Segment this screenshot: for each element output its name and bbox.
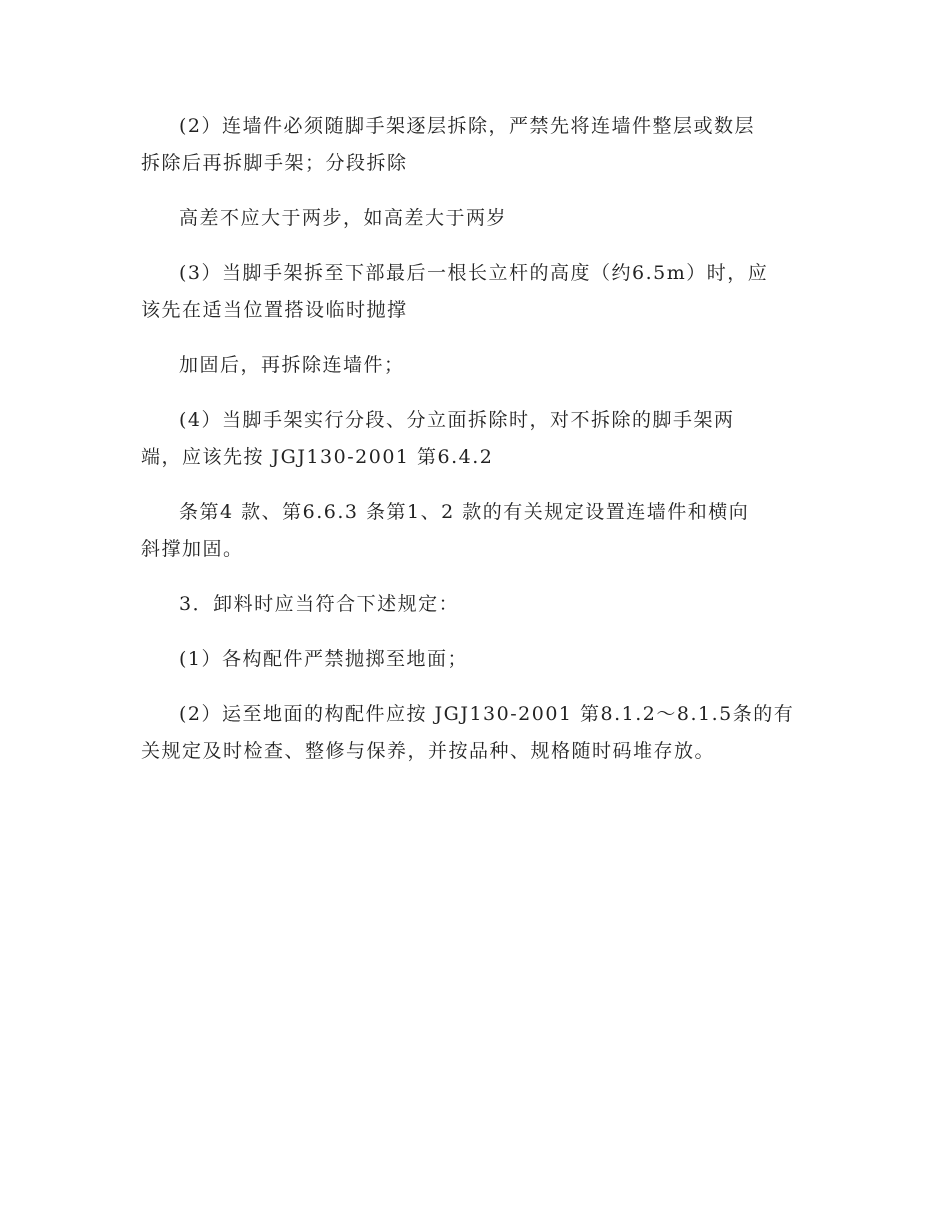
paragraph — [141, 347, 811, 384]
paragraph-line: 端，应该先按 JGJ130-2001 第6.4.2 — [141, 446, 494, 468]
paragraph-line: 关规定及时检查、整修与保养，并按品种、规格随时码堆存放。 — [141, 740, 716, 762]
paragraph-line: 条第4 款、第6.6.3 条第1、2 款的有关规定设置连墙件和横向 — [179, 501, 750, 523]
paragraph-line: (4）当脚手架实行分段、分立面拆除时，对不拆除的脚手架两 — [179, 409, 735, 431]
paragraph-line: 拆除后再拆脚手架；分段拆除 — [141, 152, 408, 174]
paragraph-line: 3．卸料时应当符合下述规定： — [179, 593, 460, 615]
paragraph-line: (2）连墙件必须随脚手架逐层拆除，严禁先将连墙件整层或数层 — [179, 115, 756, 137]
paragraph — [141, 586, 811, 623]
paragraph — [141, 641, 811, 678]
paragraph-line: (3）当脚手架拆至下部最后一根长立杆的高度（约6.5m）时，应 — [179, 262, 769, 284]
paragraph-line: 该先在适当位置搭设临时抛撑 — [141, 299, 408, 321]
paragraph — [141, 255, 811, 329]
paragraph — [141, 200, 811, 237]
paragraph-line: 高差不应大于两步，如高差大于两岁 — [179, 207, 508, 229]
paragraph — [141, 402, 811, 476]
paragraph-line: (2）运至地面的构配件应按 JGJ130-2001 第8.1.2～8.1.5条的有 — [179, 703, 795, 725]
paragraph-line: 斜撑加固。 — [141, 538, 244, 560]
paragraph-line: 加固后，再拆除连墙件； — [179, 354, 405, 376]
paragraph-line: (1）各构配件严禁抛掷至地面； — [179, 648, 469, 670]
paragraph — [141, 494, 811, 568]
paragraph — [141, 108, 811, 182]
paragraph — [141, 696, 811, 770]
document-body — [141, 108, 811, 788]
